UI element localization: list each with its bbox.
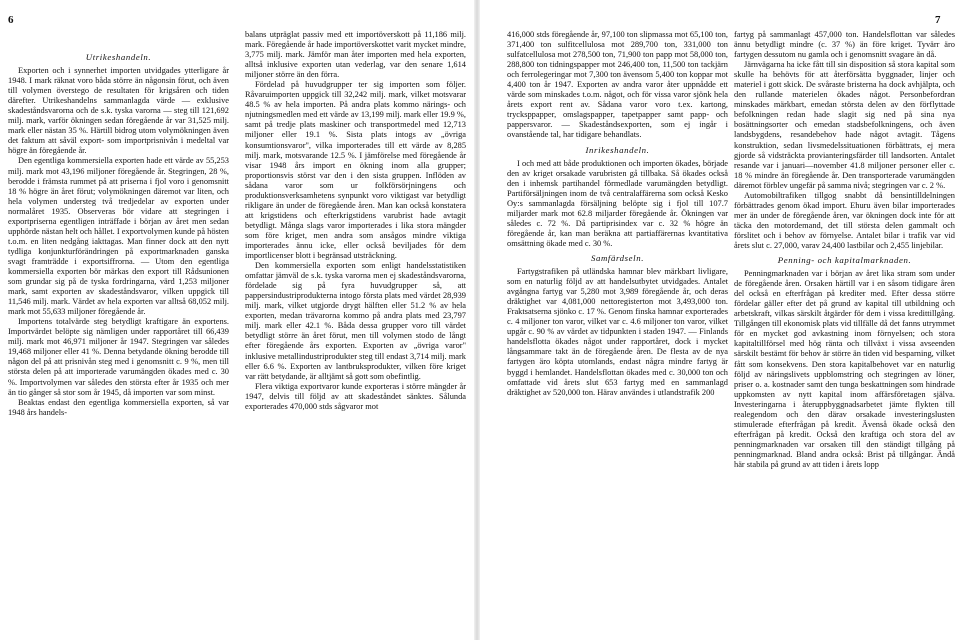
paragraph: fartyg på sammanlagt 457,000 ton. Handelsflottan var således ännu betydligt mindre (c. 37 %) än före kriget. Tyvärr äro fartygen dessutom nu gamla och i genomsnitt svagare än då. — [734, 30, 955, 60]
left-page — [0, 30, 470, 634]
paragraph: Den egentliga kommersiella exporten hade ett värde av 55,253 milj. mark mot 43,196 miljoner föregående år. Stegringen, 28 %, berodde i främsta rummet på att priserna i fjol voro i genomsnitt 18 % högre än året förut; volymökningen däremot var liten, och hela volymen understeg två tredjedelar av exporten under normalåret 1935. Observeras bör vidare att stegringen i exportpriserna egentligen inträffade i början av året men sedan upphörde nästan helt och hållet. I exportvolymen kunde på hösten t.o.m. en liten nedgång iakttagas. Man finner dock att den nytt tydliga konjunkturförändringen på exportmarknaden ganska svagt framträdde i exportsiffrorna. — Utom den egentliga kommersiella exporten bör märkas den export till Rådsunionen som grundar sig på de tyska fordringarna, värd 1,253 miljoner mark, samt exporten av skadeståndsvaror, vilken uppgick till 11,546 milj. mark. Värdet av hela exporten var alltså 68,052 milj. mark mot 55,633 miljoner föregående år. — [8, 156, 229, 317]
section-heading-penning-och-kapitalmarknaden: Penning- och kapitalmarknaden. — [777, 255, 912, 266]
paragraph: Automobiltrafiken tillgog snabbt då bensintilldelningen förbättrades genom ökad import. Ehuru även bilar importerades mer än under de föregående åren, var ökningen dock inte för att täcka den motordemand, det till största delen gammalt och förslitet och i behov av förnyelse. Antalet bilar i trafik var vid årets slut c. 27,000, varav 24,400 lastbilar och 2,455 linjebilar. — [734, 190, 955, 250]
right-page — [484, 30, 954, 634]
paragraph: Den kommersiella exporten som enligt handelsstatistiken omfattar jämväl de s.k. tyska varorna men ej skadeståndsvarorna, fördelade sig på fyra huvudgrupper så, att pappersindustriprodukterna intogo första plats med värdet 28,939 milj. mark, vilket utgjorde drygt hälften eller 51.2 % av hela exporten, medan trävarorna kommo på andra plats med 23,797 milj. mark eller 42.1 %. Båda dessa grupper voro till värdet betydligt större än året förut, men till volymen stodo de långt efter föregående års exporten. Exporten av „övriga varor" inklusive metallindustriprodukter steg till endast 3,714 milj. mark eller 6.6 %. Exporten av lantbruksprodukter, vilken före kriget var rätt betydande, är alltjämt så gott som obefintlig. — [245, 261, 466, 381]
paragraph: Beaktas endast den egentliga kommersiella exporten, så var 1948 års handels- — [8, 397, 229, 417]
paragraph: 416,000 stds föregående år, 97,100 ton slipmassa mot 65,100 ton, 371,400 ton sulfitcellulosa mot 289,700 ton, 331,000 ton sulfatcellulosa mot 278,500 ton, 71,900 ton papp mot 58,000 ton, 288,800 ton tidningspapper mot 246,400 ton, 11,500 ton tackjärn och ferrolegeringar mot 7,300 ton ävensom 5,400 ton koppar mot 4,400 ton år 1947. Exporten av andra varor åter uppnådde ett värde som minskades t.o.m. något, och för vissa varor sjönk hela årets export rent av. Sådana varor voro t.ex. kartong, trycksppapper, omslagspapper, tapetpapper samt papp- och pappersvaror. — Skadeståndsexporten, som ej ingår i ovanstående tal, har tidigare behandlats. — [507, 30, 728, 140]
page-number-right: 7 — [935, 14, 941, 26]
right-page-column-2 — [734, 30, 955, 634]
paragraph: Penningmarknaden var i början av året lika stram som under de föregående åren. Orsaken härtill var i en såsom tidigare åren del också en efterfrågan på krediter med. Efter dessa större fördelar gäller efter det på grund av kapital till utbildning och arbetskraft, vilkas särskilt åtgärder för dem i vissa kredittillgång. Tillgången till ekonomisk plats vid tillfälle då det fanns utrymmet för en mycket god avkastning inom förnyelsen; och stora kapitaltillförsel med hög ränta och tillväxt i vissa avseenden särskilt bestämt för behov är större än tiden vid besparning, vilket fått som konsekvens. Den stora kapitalbehovet var en naturlig följd av näringslivets uppblomstring och stegringen av löner, priser o. a. kostnader samt den tunga beskattningen som hindrade uppkomsten av nytt kapital inom affärsföretagen själva. Investeringarna i återuppbyggnadsarbetet jämte flykten till realegendom och den därav orsakade investeringslusten stimulerade efterfrågan på kredit. Ävenså ökade också den efterfrågan på kredit. Också den kraftiga och stora del av penningmarknaden var orsaken till den ständigt tillgång på penningmarknad. Bland andra också: Brist på tillgångar. Ändå här stabila på grund av att tiden i årets lopp — [734, 269, 955, 469]
left-page-column-1 — [8, 30, 229, 634]
paragraph: Fartygstrafiken på utländska hamnar blev märkbart livligare, som en naturlig följd av att handelsutbytet utvidgades. Antalet avgångna fartyg var 5,280 mot 3,989 föregående år, och deras dräktighet var 4,081,000 nettoregisterton mot 3,493,000 ton. Fraktsatserna sjönko c. 17 %. Genom finska hamnar exporterades c. 4 miljoner ton varor, vilket var c. 4.6 miljoner ton varor, vilket upgår c. 90 % av värdet av tidpunkten i staden 1947. — Finlands handelsflotta ökades något under rapportåret, dock i mycket långsammare takt än de föregående åren. De flesta av de nya fartygen äro köpta utomlands, endast några mindre fartyg är byggd i hemlandet. Handelsflottan ökades med c. 30,000 ton och omfattade vid årets slut 653 fartyg med en sammanlagd dräktighet av 520,000 ton. Härav användes i utlandstrafik 200 — [507, 267, 728, 397]
right-page-column-1 — [507, 30, 728, 634]
paragraph: Fördelad på huvudgrupper ter sig importen som följer. Råvaruimporten uppgick till 32,242 milj. mark, vilket motsvarar 48.5 % av hela importen. På andra plats kommo närings- och njutningsmedlen med ett värde av 13,199 milj. mark eller 19.9 %, samt på tredje plats maskiner och transportmedel med 12,713 miljoner eller 19.1 %. Sista plats intogs av „övriga konsumtionsvaror", vilka importerades till ett värde av 8,285 milj. mark, motsvarande 12.5 %. I jämförelse med föregående år visar 1948 års import en ökning inom alla grupper; proportionsvis störst var den i den sista gruppen. Inflöden av sådana varor som ur folkförsörjningens och produktionsverksamhetens synpunkt voro viktigast var betydligt rikligare än under de föregående åren. Man kan också konstatera att krigstidens och efterkrigstidens varubrist hade avtagit betydligt. Många slags varor importerades i lika stora mängder som före kriget, men andra som ansågos mindre viktiga importerades ännu icke, eller också beviljades för dem importlicenser blott i begränsad utsträckning. — [245, 80, 466, 261]
paragraph: I och med att både produktionen och importen ökades, började den av kriget orsakade varubristen gå tillbaka. Så ökades också den i inhemsk partihandel förmedlade varumängden betydligt. Partiförsäljningen inom de två centralaffärerna som också Kesko Oy:s sammanlagda försäljning belöpte sig i fjol till 107.7 miljarder mark mot 62.8 miljarder föregående år. Ökningen var således c. 72 %. Då partiprisindex var c. 32 % högre än föregående år, kan man beräkna att partiaffärernas kvantitativa omsättning ökade med c. 30 %. — [507, 158, 728, 248]
page-gutter — [474, 0, 480, 640]
left-page-column-2 — [245, 30, 466, 634]
paragraph: Flera viktiga exportvaror kunde exporteras i större mängder år 1947, delvis till följd av att skadeståndet sänktes. Sålunda exporterades 470,000 stds sågvaror mot — [245, 381, 466, 411]
paragraph: balans utpräglat passiv med ett importöverskott på 11,186 milj. mark. Föregående år hade importöverskottet varit mycket mindre, 3,775 milj. mark. Jämför man åter importen med hela exporten, alltså inklusive exporten utan vederlag, var den senare 1,614 miljoner större än den förra. — [245, 30, 466, 80]
paragraph: Järnvägarna ha icke fått till sin disposition så stora kapital som skulle ha behövts för att återförsätta byggnader, linjer och materiel i gott skick. De svåraste bristerna ha dock avhjälpta, och den rullande materielen ökades något. Personbefordran minskades märkbart, emedan största delen av den förflyttade befolkningen redan hade slagit sig ned på sina nya bosättningsorter och emedan stadsbefolkningens, och även landsbygdens, resandebehov hade något avtagit. Tågens konstruktion, sedan livsmedelssituationen förbättrats, ej mera gjorde så vidsträckta provianteringsfärder till landsorten. Antalet resande var i januari—november 41.8 miljoner personer eller c. 18 % mindre än föregående år. Den transporterade varumängden däremot förblev ungefär på samma nivå; stegringen var c. 2 %. — [734, 60, 955, 190]
paragraph: Exporten och i synnerhet importen utvidgades ytterligare år 1948. I mark räknat voro båda större än någonsin förut, och även till volymen överstego de resultaten för krigsåren och tiden därefter. Utrikeshandelns sammanlagda värde — exklusive skadeståndsvarorna och de s.k. tyska varorna — steg till 121,692 milj. mark, varför ökningen sedan föregående år var 31,525 milj. mark eller nästan 35 %. Härtill bidrog utom volymökningen även det faktum att såväl export- som importprisnivån i medeltal var högre än föregående år. — [8, 66, 229, 156]
section-heading-utrikeshandeln: Utrikeshandeln. — [85, 52, 152, 62]
section-heading-samfardseln: Samfärdseln. — [590, 252, 645, 263]
page-number-left: 6 — [8, 14, 14, 26]
section-heading-inrikeshandeln: Inrikeshandeln. — [585, 144, 650, 155]
paragraph: Importens totalvärde steg betydligt kraftigare än exportens. Importvärdet belöpte sig nämligen under rapportåret till 66,439 milj. mark mot 46,971 miljoner år 1947. Stegringen var således 19,468 miljoner eller 41 %. Denna betydande ökning berodde till någon del på att prisnivån steg med i genomsnitt c. 9 %, men till största delen på att importerade varumängden ökades med c. 30 %. Importvolymen var således den största efter år 1935 och mer än tio gånger så stor som år 1945, då importen var som minst. — [8, 317, 229, 397]
